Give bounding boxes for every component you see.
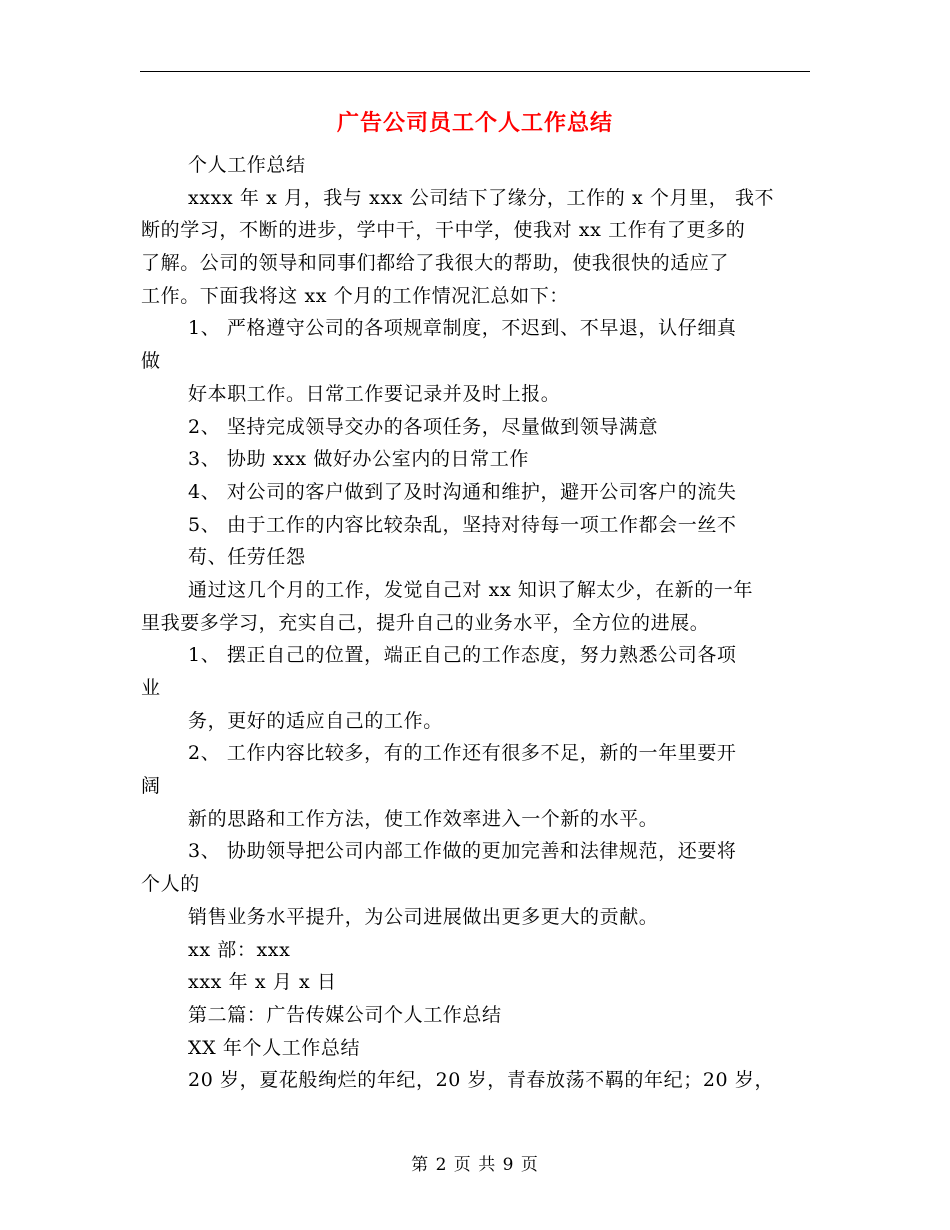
page-number-label: 第 2 页 共 9 页	[411, 1155, 539, 1175]
text-line: xxx 年 x 月 x 日	[188, 971, 337, 994]
text-line: 阔	[141, 775, 161, 798]
text-line: 4、 对公司的客户做到了及时沟通和维护，避开公司客户的流失	[188, 480, 737, 503]
text-line: 业	[141, 677, 161, 699]
text-line: 20 岁，夏花般绚烂的年纪，20 岁，青春放荡不羁的年纪；20 岁，	[188, 1069, 775, 1092]
text-line: 苟、任劳任怨	[188, 546, 306, 569]
text-line: 销售业务水平提升，为公司进展做出更多更大的贡献。	[188, 905, 659, 928]
text-line: 新的思路和工作方法，使工作效率进入一个新的水平。	[188, 807, 659, 830]
text-line: 2、 工作内容比较多，有的工作还有很多不足，新的一年里要开	[188, 742, 737, 765]
text-line: 务，更好的适应自己的工作。	[188, 709, 443, 732]
page-footer	[0, 1153, 950, 1177]
text-line: 2、 坚持完成领导交办的各项任务，尽量做到领导满意	[188, 415, 659, 438]
document-title: 广告公司员工个人工作总结	[336, 111, 613, 136]
text-line: 里我要多学习，充实自己，提升自己的业务水平，全方位的进展。	[141, 611, 710, 634]
text-line: 了解。公司的领导和同事们都给了我很大的帮助，使我很快的适应了	[141, 252, 730, 275]
text-line: 3、 协助 xxx 做好办公室内的日常工作	[188, 448, 529, 471]
text-line: 通过这几个月的工作，发觉自己对 xx 知识了解太少，在新的一年	[188, 578, 754, 601]
text-line: 1、 摆正自己的位置，端正自己的工作态度，努力熟悉公司各项	[188, 644, 737, 667]
text-line: 第二篇：广告传媒公司个人工作总结	[188, 1003, 502, 1026]
header-rule	[140, 71, 810, 72]
text-line: 做	[141, 350, 161, 373]
text-line: 好本职工作。日常工作要记录并及时上报。	[188, 382, 561, 405]
text-line: 个人的	[141, 873, 200, 896]
text-line: xxxx 年 x 月，我与 xxx 公司结下了缘分，工作的 x 个月里， 我不	[188, 186, 775, 209]
document-body	[141, 149, 813, 1097]
text-line: XX 年个人工作总结	[188, 1036, 361, 1059]
text-line: 5、 由于工作的内容比较杂乱，坚持对待每一项工作都会一丝不	[188, 513, 737, 536]
text-line: xx 部：xxx	[188, 938, 291, 961]
text-line: 个人工作总结	[188, 154, 306, 176]
text-line: 工作。下面我将这 xx 个月的工作情况汇总如下：	[141, 284, 569, 307]
text-line: 3、 协助领导把公司内部工作做的更加完善和法律规范，还要将	[188, 840, 737, 863]
text-line: 断的学习，不断的进步，学中干，干中学，使我对 xx 工作有了更多的	[141, 219, 746, 242]
text-line: 1、 严格遵守公司的各项规章制度，不迟到、不早退，认仔细真	[188, 317, 737, 340]
